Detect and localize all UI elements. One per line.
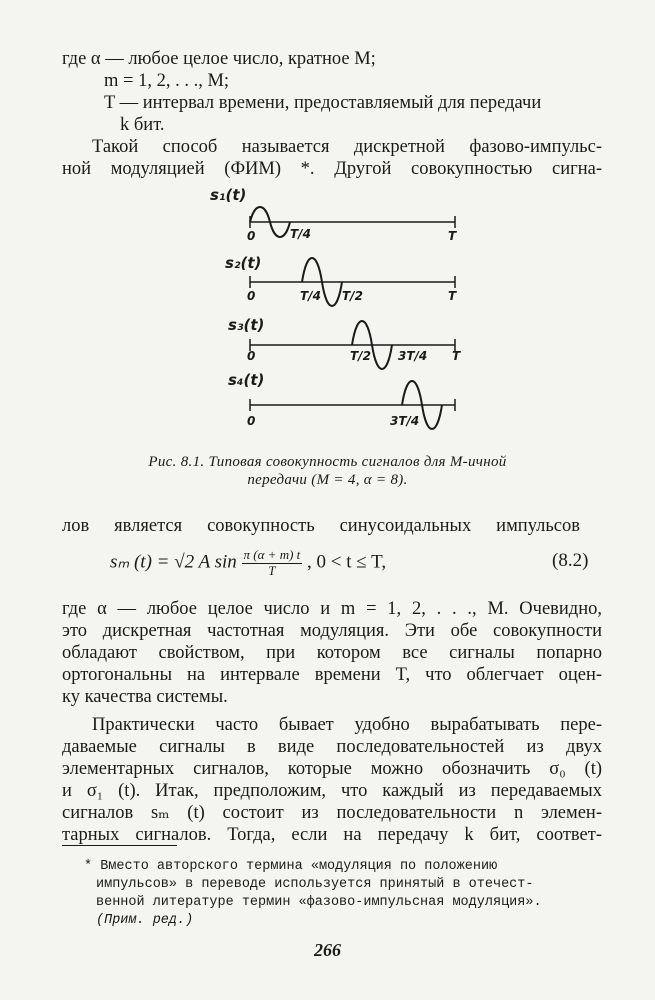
text-line: это дискретная частотная модуляция. Эти обе совокупности — [62, 621, 602, 641]
footnote-line: (Прим. ред.) — [96, 913, 194, 928]
text-line: Практически часто бывает удобно вырабатывать пере- — [92, 715, 602, 735]
signal-label-s1: s₁(t) — [210, 186, 247, 204]
text-line: где α — любое целое число, кратное M; — [62, 49, 376, 69]
text-line: Такой способ называется дискретной фазово-импульс- — [92, 137, 602, 157]
text-line: m = 1, 2, . . ., M; — [104, 71, 230, 91]
text-line: ной модуляцией (ФИМ) *. Другой совокупностью сигна- — [62, 159, 602, 179]
text-line: лов является совокупность синусоидальных импульсов — [62, 516, 580, 536]
tick-label: 3T/4 — [398, 349, 428, 363]
formula-8-2 — [110, 548, 386, 578]
page-number: 266 — [314, 940, 341, 960]
tick-label: 0 — [247, 349, 256, 363]
formula-condition: , 0 < t ≤ T, — [307, 551, 387, 573]
text-line: обладают свойством, при котором все сигналы попарно — [62, 643, 602, 663]
figure-caption: Рис. 8.1. Типовая совокупность сигналов для M-ичной — [148, 454, 507, 470]
footnote-line: * Вместо авторского термина «модуляция по положению — [84, 859, 498, 874]
formula-denominator: T — [268, 563, 276, 578]
tick-label: T — [452, 349, 461, 363]
tick-label: 0 — [247, 229, 256, 243]
formula-lhs: sₘ (t) = √2 A sin — [110, 551, 237, 573]
signal-label-s4: s₄(t) — [228, 371, 265, 389]
tick-label: T — [448, 229, 457, 243]
tick-label: T/4 — [290, 227, 311, 241]
tick-label: 3T/4 — [390, 414, 420, 428]
text-line: k бит. — [120, 115, 165, 135]
tick-label: 0 — [247, 289, 256, 303]
text-line: даваемые сигналы в виде последовательностей из двух — [62, 737, 602, 757]
equation-number: (8.2) — [552, 550, 589, 571]
text-line: где α — любое целое число и m = 1, 2, . . ., M. Очевидно, — [62, 599, 602, 619]
text-line: тарных сигналов. Тогда, если на передачу k бит, соответ- — [62, 825, 602, 845]
footnote-rule — [62, 845, 177, 846]
text-line: элементарных сигналов, которые можно обозначить σ₀ (t) — [62, 759, 602, 779]
formula-fraction — [242, 548, 303, 578]
figure-caption: передачи (M = 4, α = 8). — [247, 472, 408, 488]
footnote-line: импульсов» в переводе используется принятый в отечест- — [96, 877, 534, 892]
tick-label: T — [448, 289, 457, 303]
text-line: ортогональны на интервале времени T, что облегчает оцен- — [62, 665, 602, 685]
text-line: ку качества системы. — [62, 687, 228, 707]
signal-figure — [190, 180, 480, 430]
footnote-line: венной литературе термин «фазово-импульсная модуляция». — [96, 895, 542, 910]
text-line: T — интервал времени, предоставляемый для передачи — [104, 93, 542, 113]
formula-numerator: π (α + m) t — [243, 547, 301, 562]
tick-label: T/2 — [350, 349, 371, 363]
text-line: и σ₁ (t). Итак, предположим, что каждый из передаваемых — [62, 781, 602, 801]
text-line: сигналов sₘ (t) состоит из последовательности n элемен- — [62, 803, 602, 823]
tick-label: 0 — [247, 414, 256, 428]
tick-label: T/2 — [342, 289, 363, 303]
signal-label-s3: s₃(t) — [228, 316, 265, 334]
tick-label: T/4 — [300, 289, 321, 303]
signal-label-s2: s₂(t) — [225, 254, 262, 272]
